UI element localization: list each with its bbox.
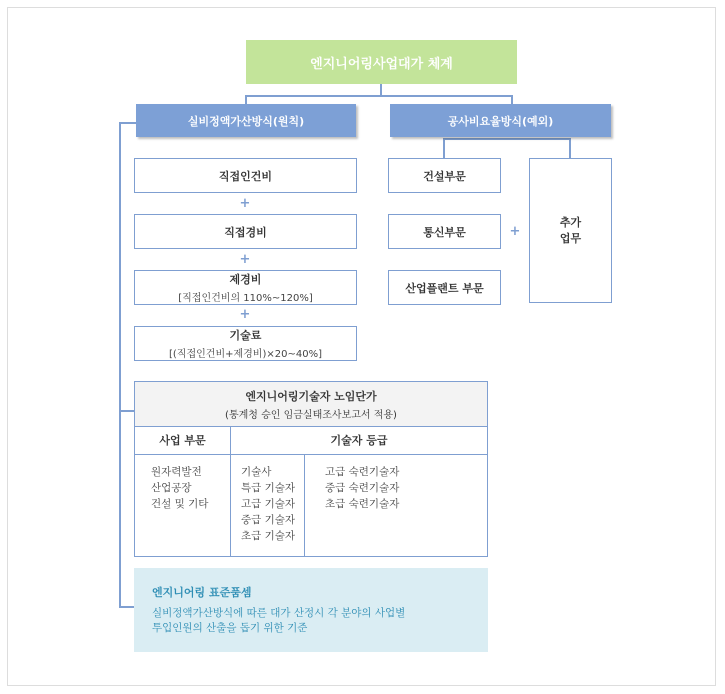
item-technical-fee [134,326,357,361]
diagram-title: 엔지니어링사업대가 체계 [246,40,517,84]
connector-spine-to-wage [119,410,135,412]
item-label: 기술료 [229,329,262,342]
connector-left-spine [119,122,121,607]
item-label: 제경비 [229,273,262,286]
connector-right-h [443,138,571,140]
col-header-grade: 기술자 등급 [230,426,488,455]
wage-title: 엔지니어링기술자 노임단가 [245,389,377,403]
item-direct-expense [134,214,357,249]
column-divider [304,454,305,557]
plus-icon: + [239,252,251,267]
item-sub: [(직접인건비+제경비)×20~40%] [169,349,322,360]
left-method-header: 실비정액가산방식(원칙) [136,104,356,137]
note-line: 실비정액가산방식에 따른 대가 산정시 각 분야의 사업별 [152,607,406,619]
list-item: 중급 숙련기술자 [325,482,400,494]
list-item: 특급 기술자 [241,482,296,494]
connector-spine-to-header [119,122,136,124]
connector-right-v2 [569,138,571,158]
list-item: 초급 숙련기술자 [325,498,400,510]
note-line: 투입인원의 산출을 돕기 위한 기준 [152,622,308,634]
wage-table [134,381,488,557]
list-item: 원자력발전 [151,466,202,478]
list-item: 초급 기술자 [241,530,296,542]
list-item: 고급 기술자 [241,498,296,510]
connector-right-v1 [443,138,445,158]
business-list [151,464,208,512]
connector-title-horizontal [246,95,512,97]
col-header-business: 사업 부문 [135,426,230,455]
item-telecom [388,214,501,249]
list-item: 기술사 [241,466,272,478]
right-method-header: 공사비요율방식(예외) [390,104,611,137]
item-sub: [직접인건비의 110%~120%] [178,293,313,304]
item-label: 직접경비 [224,225,267,239]
item-label: 산업플랜트 부문 [405,281,484,295]
item-label: 건설부문 [423,169,466,183]
item-industrial-plant [388,270,501,305]
item-direct-labor [134,158,357,193]
item-construction [388,158,501,193]
wage-table-header [135,382,487,427]
plus-icon: + [509,224,521,239]
list-item: 산업공장 [151,482,192,494]
grade-list-skilled [325,464,399,512]
column-divider [230,426,231,557]
item-label: 통신부문 [423,225,466,239]
connector-spine-to-note [119,606,135,608]
note-title: 엔지니어링 표준품셈 [152,586,252,599]
standard-estimate-note [134,568,488,652]
wage-subtitle: (통계청 승인 임금실태조사보고서 적용) [225,409,397,421]
list-item: 건설 및 기타 [151,498,209,510]
item-label: 추가 업무 [559,215,582,245]
grade-list-engineers [241,464,295,544]
plus-icon: + [239,307,251,322]
list-item: 고급 숙련기술자 [325,466,400,478]
plus-icon: + [239,196,251,211]
item-label: 직접인건비 [218,169,273,183]
item-additional-work [529,158,612,303]
list-item: 중급 기술자 [241,514,296,526]
item-overhead [134,270,357,305]
